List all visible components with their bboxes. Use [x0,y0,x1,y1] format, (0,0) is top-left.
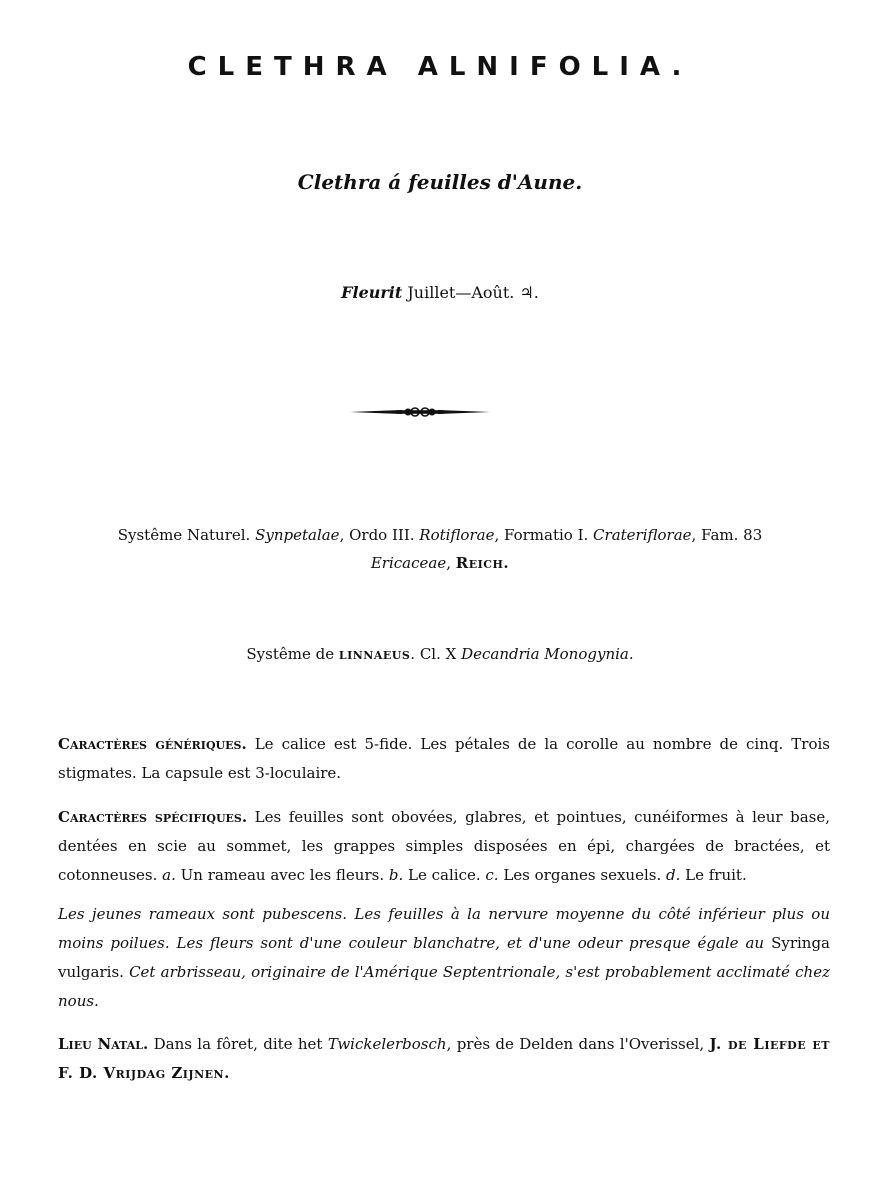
native-location-text: Dans la fôret, dite het [148,1035,328,1053]
collectors-names: J. de Liefde et F. D. Vrijdag Zijnen. [58,1035,830,1082]
native-location-text-region: , près de Delden dans l'Overissel, [446,1035,710,1053]
flowering-months: Juillet—Août. [402,283,520,302]
figure-letter-d: d. [666,866,681,884]
plant-name-syringa: Syringa vulgaris. [58,934,830,981]
page-subtitle: Clethra á feuilles d'Aune. [297,170,583,194]
linnaeus-order: Decandria Monogynia. [461,645,634,663]
figure-text-a: Un rameau avec les fleurs. [175,866,389,884]
figure-letter-c: c. [485,866,499,884]
flowering-label: Fleurit [341,283,403,302]
native-location-paragraph [58,1030,830,1088]
systeme-naturel-label: Systême Naturel. [117,526,256,544]
figure-letter-b: b. [388,866,404,884]
perennial-symbol: ♃. [519,283,539,302]
author-reich: Reich. [455,554,510,572]
systeme-linnaeus-label: Systême de [246,645,339,663]
text-fragment: , [446,554,456,572]
generic-characters-text: Le calice est 5-fide. Les pétales de la corolle au nombre de cinq. Trois stigmates. La capsule est 3-loculaire. [58,735,830,782]
text-fragment: , Fam. 83 [691,526,763,544]
page-title: CLETHRA ALNIFOLIA. [187,52,693,82]
taxon-synpetalae: Synpetalae [255,526,340,544]
ornament-divider-icon [350,404,490,420]
taxon-rotiflorae: Rotiflorae [419,526,495,544]
specific-characters-heading: Caractères spécifiques. [58,808,248,826]
description-text-origin: Cet arbrisseau, originaire de l'Amérique Septentrionale, s'est probablement acclimaté chez nous. [58,963,830,1010]
figure-letter-a: a. [162,866,176,884]
author-linnaeus: linnaeus [338,645,411,663]
systeme-linnaeus [0,645,880,663]
specific-characters-paragraph [58,803,830,890]
description-text: Les jeunes rameaux sont pubescens. Les feuilles à la nervure moyenne du côté inférieur plus ou moins poilues. Les fleurs sont d'une couleur blanchatre, et d'une odeur presque égale au [58,905,830,952]
figure-text-b: Le calice. [403,866,486,884]
taxon-crateriflorae: Crateriflorae [593,526,692,544]
flowering-line [0,283,880,302]
specific-characters-text: Les feuilles sont obovées, glabres, et pointues, cunéiformes à leur base, dentées en scie au sommet, les grappes simples disposées en épi, chargées de bractées, et cotonneuses. [58,808,830,884]
description-paragraph [58,900,830,1016]
native-location-heading: Lieu Natal. [58,1035,149,1053]
linnaeus-class: . Cl. X [410,645,462,663]
text-fragment: , Formatio I. [494,526,594,544]
text-fragment: , Ordo III. [339,526,420,544]
generic-characters-paragraph [58,730,830,788]
generic-characters-heading: Caractères génériques. [58,735,247,753]
figure-text-d: Le fruit. [680,866,747,884]
systeme-naturel [20,521,860,577]
taxon-ericaceae: Ericaceae [370,554,447,572]
place-twickelerbosch: Twickelerbosch [327,1035,447,1053]
figure-text-c: Les organes sexuels. [498,866,666,884]
